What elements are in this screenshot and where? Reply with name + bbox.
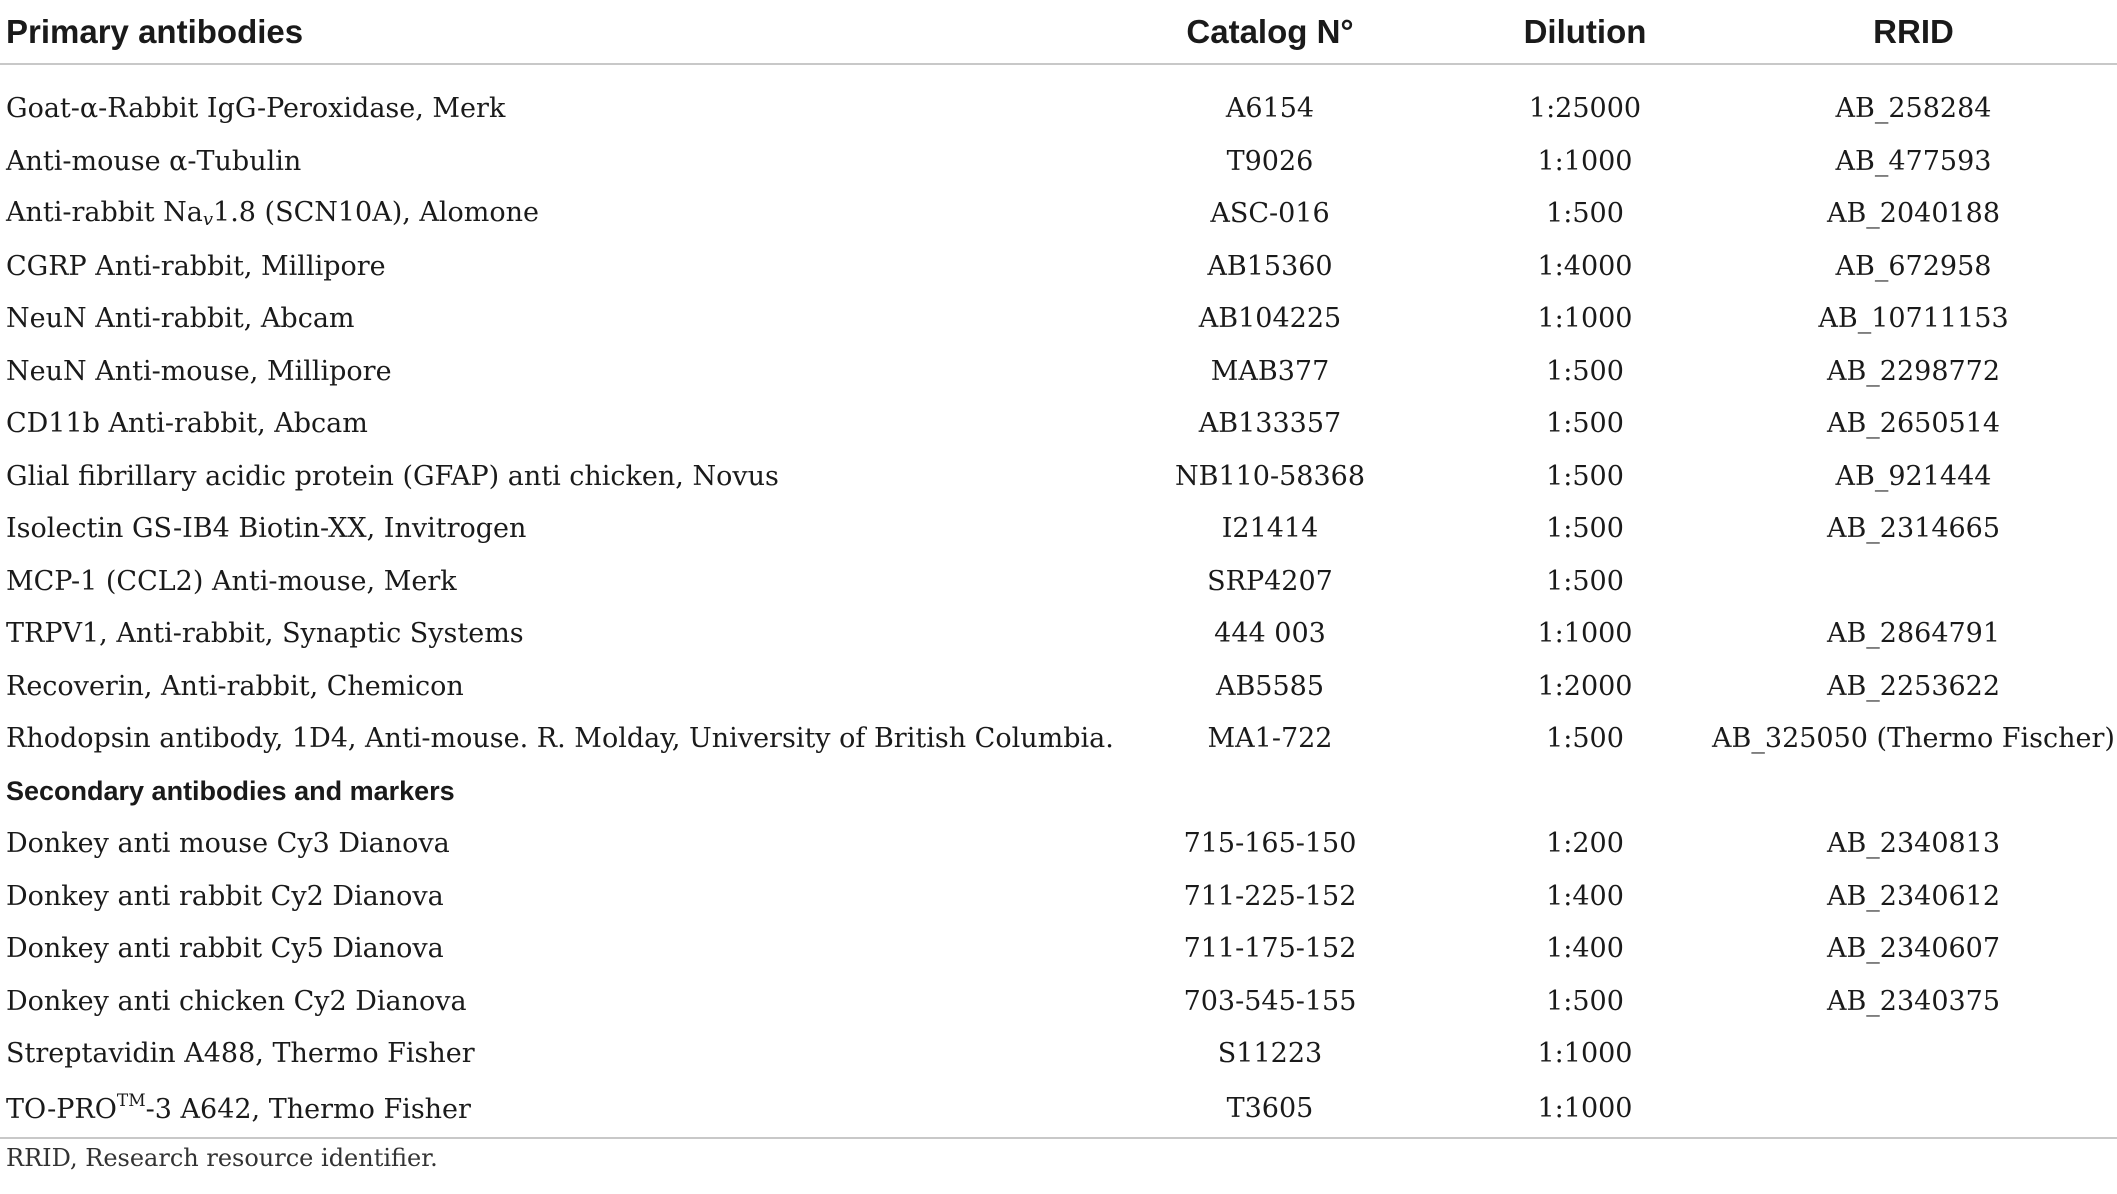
dilution: 1:2000	[1537, 670, 1633, 702]
dilution: 1:1000	[1537, 303, 1633, 335]
rrid: AB_2340607	[1826, 933, 2001, 965]
antibody-name: CGRP Anti-rabbit, Millipore	[6, 250, 386, 282]
rrid: AB_921444	[1835, 460, 1992, 492]
rrid: AB_2298772	[1826, 355, 2001, 387]
rrid: AB_2340612	[1826, 880, 2001, 912]
rrid	[1710, 1081, 2117, 1138]
table-row	[0, 136, 2117, 189]
dilution: 1:500	[1546, 355, 1624, 387]
rrid: AB_672958	[1835, 250, 1992, 282]
antibody-name: Glial fibrillary acidic protein (GFAP) anti chicken, Novus	[6, 460, 779, 492]
antibody-name-prefix: Anti-rabbit Na	[6, 197, 203, 229]
antibody-name: Goat-α-Rabbit IgG-Peroxidase, Merk	[6, 93, 506, 125]
table-header-row	[0, 0, 2117, 64]
antibody-name-subscript: v	[202, 209, 214, 231]
rrid	[1710, 556, 2117, 609]
rrid: AB_2040188	[1826, 198, 2001, 230]
catalog-number: AB5585	[1215, 670, 1325, 702]
catalog-number: 715-165-150	[1183, 828, 1357, 860]
catalog-number: MAB377	[1210, 355, 1330, 387]
table-row	[0, 451, 2117, 504]
header-rrid: RRID	[1710, 0, 2117, 64]
table-row	[0, 346, 2117, 399]
rrid: AB_2314665	[1826, 513, 2001, 545]
section-heading-secondary: Secondary antibodies and markers	[6, 775, 455, 806]
antibody-name-prefix: TO-PRO	[6, 1094, 117, 1126]
trademark-superscript: TM	[116, 1091, 146, 1112]
table-row	[0, 923, 2117, 976]
table-row	[0, 608, 2117, 661]
rrid: AB_10711153	[1818, 303, 2009, 335]
table-row	[0, 83, 2117, 136]
antibody-name: Donkey anti rabbit Cy2 Dianova	[6, 880, 444, 912]
header-catalog-number: Catalog N°	[1080, 0, 1460, 64]
dilution: 1:1000	[1460, 1081, 1710, 1138]
antibody-name: Donkey anti chicken Cy2 Dianova	[6, 985, 467, 1017]
dilution: 1:500	[1546, 513, 1624, 545]
catalog-number: T3605	[1080, 1081, 1460, 1138]
catalog-number: SRP4207	[1207, 565, 1333, 597]
table-row	[0, 188, 2117, 241]
table-row	[0, 293, 2117, 346]
antibody-name	[0, 188, 1080, 241]
section-heading-row	[0, 766, 2117, 819]
table-row	[0, 1081, 2117, 1138]
table-row	[0, 241, 2117, 294]
header-dilution: Dilution	[1460, 0, 1710, 64]
catalog-number: S11223	[1217, 1038, 1323, 1070]
dilution: 1:500	[1546, 723, 1624, 755]
catalog-number: AB133357	[1198, 408, 1342, 440]
header-primary-antibodies: Primary antibodies	[0, 0, 1080, 64]
catalog-number: ASC-016	[1210, 198, 1330, 230]
table-row	[0, 976, 2117, 1029]
dilution: 1:500	[1546, 408, 1624, 440]
rrid: AB_2340375	[1826, 985, 2001, 1017]
table-row	[0, 503, 2117, 556]
antibody-name: Rhodopsin antibody, 1D4, Anti-mouse. R. Molday, University of British Columbia.	[6, 723, 1114, 755]
catalog-number: AB15360	[1207, 250, 1333, 282]
antibody-name: CD11b Anti-rabbit, Abcam	[6, 408, 368, 440]
rrid: AB_477593	[1835, 145, 1992, 177]
dilution: 1:400	[1546, 880, 1624, 912]
rrid: AB_2650514	[1826, 408, 2001, 440]
dilution: 1:500	[1546, 985, 1624, 1017]
table-row	[0, 713, 2117, 766]
catalog-number: 444 003	[1214, 618, 1326, 650]
rrid: AB_2340813	[1826, 828, 2001, 860]
rrid: AB_2253622	[1826, 670, 2001, 702]
dilution: 1:500	[1546, 198, 1624, 230]
catalog-number: 703-545-155	[1183, 985, 1357, 1017]
dilution: 1:1000	[1537, 618, 1633, 650]
dilution: 1:1000	[1537, 145, 1633, 177]
table-row	[0, 661, 2117, 714]
antibody-name	[0, 1081, 1080, 1138]
antibody-name: Anti-mouse α-Tubulin	[6, 145, 302, 177]
catalog-number: T9026	[1226, 145, 1314, 177]
catalog-number: A6154	[1225, 93, 1315, 125]
antibody-name: MCP-1 (CCL2) Anti-mouse, Merk	[6, 565, 457, 597]
antibody-name: Isolectin GS-IB4 Biotin-XX, Invitrogen	[6, 513, 527, 545]
table-row	[0, 871, 2117, 924]
rrid: AB_2864791	[1826, 618, 2001, 650]
dilution: 1:1000	[1537, 1038, 1633, 1070]
rrid: AB_325050 (Thermo Fischer)	[1712, 723, 2115, 755]
dilution: 1:25000	[1528, 93, 1642, 125]
antibody-name: NeuN Anti-mouse, Millipore	[6, 355, 392, 387]
catalog-number: 711-175-152	[1183, 933, 1357, 965]
table-row	[0, 556, 2117, 609]
rrid	[1710, 1028, 2117, 1081]
table-row	[0, 398, 2117, 451]
antibody-name-suffix: 1.8 (SCN10A), Alomone	[213, 197, 540, 229]
table-row	[0, 818, 2117, 871]
antibody-name-suffix: -3 A642, Thermo Fisher	[145, 1094, 471, 1126]
antibody-name: TRPV1, Anti-rabbit, Synaptic Systems	[6, 618, 524, 650]
antibody-name: Streptavidin A488, Thermo Fisher	[6, 1038, 475, 1070]
table-row	[0, 1028, 2117, 1081]
catalog-number: MA1-722	[1207, 723, 1333, 755]
catalog-number: NB110-58368	[1174, 460, 1365, 492]
dilution: 1:400	[1546, 933, 1624, 965]
antibody-name: Recoverin, Anti-rabbit, Chemicon	[6, 670, 464, 702]
dilution: 1:4000	[1537, 250, 1633, 282]
antibody-name: Donkey anti rabbit Cy5 Dianova	[6, 933, 444, 965]
dilution: 1:200	[1546, 828, 1624, 860]
dilution: 1:500	[1546, 565, 1624, 597]
dilution: 1:500	[1546, 460, 1624, 492]
antibody-name: NeuN Anti-rabbit, Abcam	[6, 303, 355, 335]
rrid: AB_258284	[1835, 93, 1992, 125]
catalog-number: AB104225	[1198, 303, 1342, 335]
table-footnote: RRID, Research resource identifier.	[6, 1144, 438, 1172]
catalog-number: 711-225-152	[1183, 880, 1357, 912]
antibody-name: Donkey anti mouse Cy3 Dianova	[6, 828, 450, 860]
catalog-number: I21414	[1221, 513, 1319, 545]
